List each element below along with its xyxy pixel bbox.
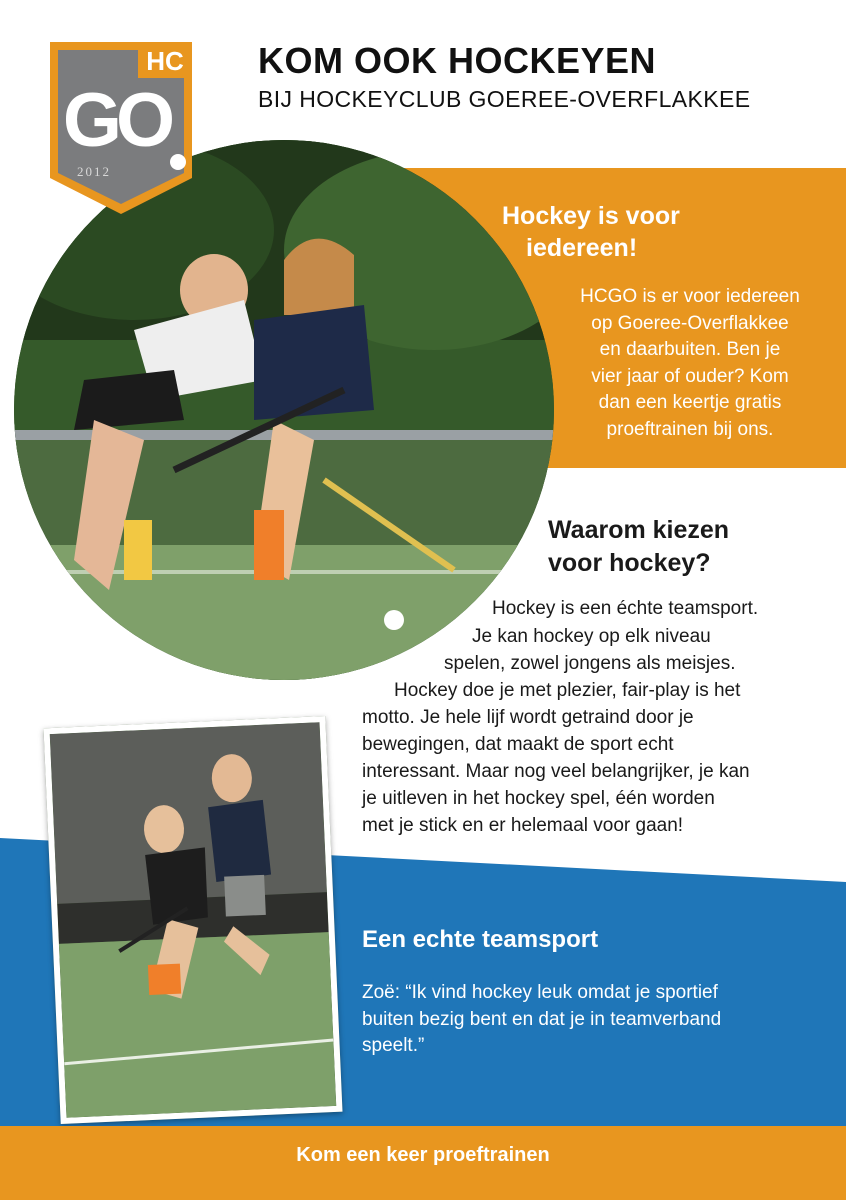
quote-line: Zoë: “Ik vind hockey leuk omdat je sportief bbox=[362, 982, 718, 1003]
hcgo-logo bbox=[46, 38, 196, 218]
intro-line: proeftrainen bij ons. bbox=[606, 418, 774, 440]
why-heading-line-1: Waarom kiezen bbox=[548, 516, 730, 544]
teamsport-heading: Een echte teamsport bbox=[362, 926, 599, 953]
quote-line: buiten bezig bent en dat je in teamverband bbox=[362, 1008, 722, 1030]
intro-line: vier jaar of ouder? Kom bbox=[591, 365, 789, 387]
intro-line: op Goeree-Overflakkee bbox=[591, 312, 789, 334]
page-subtitle: BIJ HOCKEYCLUB GOEREE-OVERFLAKKEE bbox=[258, 86, 751, 112]
why-line: interessant. Maar nog veel belangrijker, je kan bbox=[362, 761, 750, 782]
intro-line: HCGO is er voor iedereen bbox=[580, 286, 800, 307]
intro-line: dan een keertje gratis bbox=[598, 392, 782, 413]
why-heading bbox=[548, 514, 828, 580]
hockey-players-small-photo bbox=[43, 716, 342, 1124]
why-line: spelen, zowel jongens als meisjes. bbox=[444, 653, 736, 674]
why-line: bewegingen, dat maakt de sport echt bbox=[362, 734, 674, 755]
intro-heading bbox=[502, 200, 752, 264]
page-title: KOM OOK HOCKEYEN bbox=[258, 40, 657, 81]
logo-year-text: 2012 bbox=[77, 164, 111, 179]
intro-paragraph bbox=[540, 284, 840, 443]
footer-bar bbox=[0, 1126, 846, 1200]
intro-heading-line-2: iedereen! bbox=[526, 234, 638, 262]
quote-line: speelt.” bbox=[362, 1035, 425, 1056]
why-line: Hockey is een échte teamsport. bbox=[492, 598, 759, 619]
why-line: Hockey doe je met plezier, fair-play is het bbox=[394, 680, 741, 701]
why-heading-line-2: voor hockey? bbox=[548, 549, 711, 577]
logo-badge-text: HC bbox=[146, 46, 184, 76]
intro-line: en daarbuiten. Ben je bbox=[599, 339, 781, 360]
why-line: Je kan hockey op elk niveau bbox=[472, 626, 711, 647]
intro-heading-line-1: Hockey is voor bbox=[502, 202, 680, 230]
logo-main-text: GO bbox=[62, 78, 170, 163]
why-line: met je stick en er helemaal voor gaan! bbox=[362, 815, 684, 836]
footer-cta-text: Kom een keer proeftrainen bbox=[296, 1143, 550, 1166]
hockey-players-circle-photo bbox=[14, 140, 554, 680]
why-line: je uitleven in het hockey spel, één worden bbox=[362, 788, 715, 809]
teamsport-quote bbox=[362, 980, 802, 1060]
why-line: motto. Je hele lijf wordt getraind door je bbox=[362, 707, 694, 728]
